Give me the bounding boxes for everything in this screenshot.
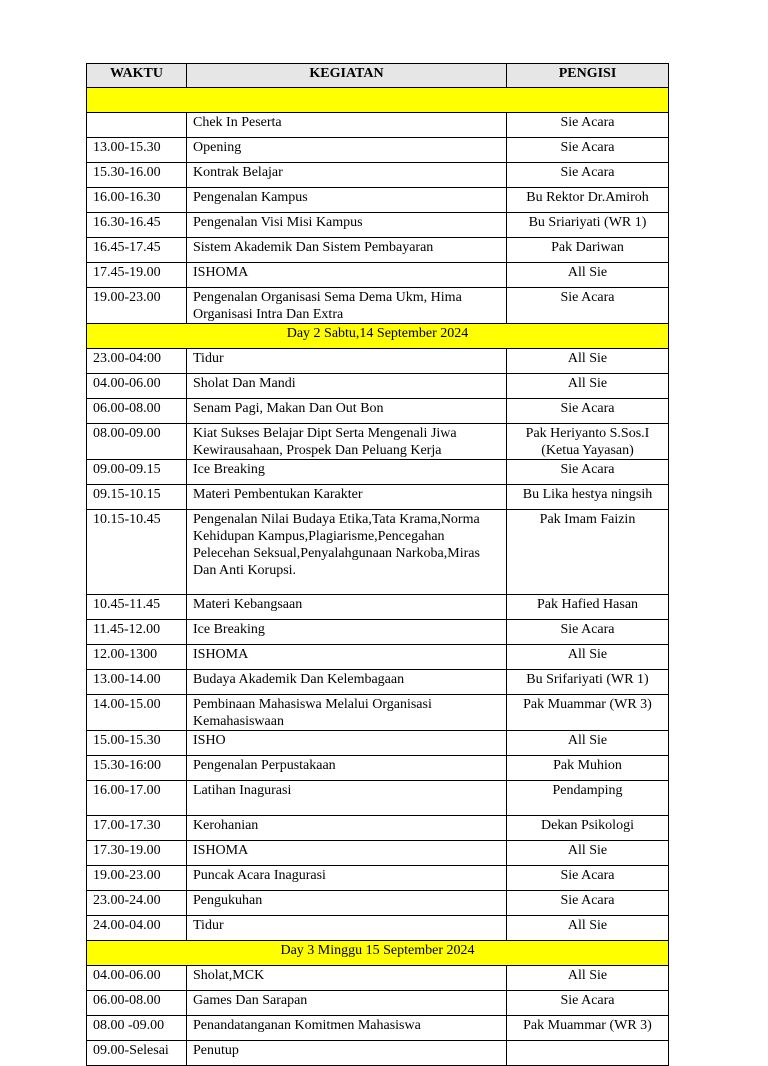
table-row bbox=[87, 349, 669, 374]
time-cell: 23.00-24.00 bbox=[87, 891, 187, 916]
speaker-cell: All Sie bbox=[507, 966, 669, 991]
speaker-cell: All Sie bbox=[507, 731, 669, 756]
column-header-pengisi: PENGISI bbox=[507, 64, 669, 88]
table-row bbox=[87, 695, 669, 731]
activity-cell: Pengenalan Kampus bbox=[187, 188, 507, 213]
activity-cell: Latihan Inagurasi bbox=[187, 781, 507, 816]
time-cell: 16.00-17.00 bbox=[87, 781, 187, 816]
table-row bbox=[87, 595, 669, 620]
column-header-waktu: WAKTU bbox=[87, 64, 187, 88]
table-row bbox=[87, 781, 669, 816]
speaker-cell: Bu Sriariyati (WR 1) bbox=[507, 213, 669, 238]
activity-cell: Materi Pembentukan Karakter bbox=[187, 485, 507, 510]
table-row bbox=[87, 891, 669, 916]
speaker-cell: Pak Muammar (WR 3) bbox=[507, 695, 669, 731]
speaker-cell: Pak Heriyanto S.Sos.I (Ketua Yayasan) bbox=[507, 424, 669, 460]
table-row bbox=[87, 485, 669, 510]
time-cell: 10.45-11.45 bbox=[87, 595, 187, 620]
activity-cell: ISHOMA bbox=[187, 645, 507, 670]
time-cell: 17.00-17.30 bbox=[87, 816, 187, 841]
table-row bbox=[87, 866, 669, 891]
table-row bbox=[87, 645, 669, 670]
table-row bbox=[87, 670, 669, 695]
speaker-cell: Bu Srifariyati (WR 1) bbox=[507, 670, 669, 695]
speaker-cell bbox=[507, 1041, 669, 1066]
table-row bbox=[87, 966, 669, 991]
table-row bbox=[87, 138, 669, 163]
table-row bbox=[87, 841, 669, 866]
speaker-cell: Sie Acara bbox=[507, 460, 669, 485]
time-cell: 09.00-Selesai bbox=[87, 1041, 187, 1066]
table-row bbox=[87, 113, 669, 138]
time-cell: 24.00-04.00 bbox=[87, 916, 187, 941]
speaker-cell: Sie Acara bbox=[507, 399, 669, 424]
time-cell: 19.00-23.00 bbox=[87, 866, 187, 891]
table-row bbox=[87, 991, 669, 1016]
time-cell: 15.00-15.30 bbox=[87, 731, 187, 756]
activity-cell: Pengenalan Nilai Budaya Etika,Tata Krama,Norma Kehidupan Kampus,Plagiarisme,Pencegahan Pelecehan Seksual,Penyalahgunaan Narkoba,Miras Dan Anti Korupsi. bbox=[187, 510, 507, 595]
activity-cell: Puncak Acara Inagurasi bbox=[187, 866, 507, 891]
table-row bbox=[87, 756, 669, 781]
speaker-cell: Dekan Psikologi bbox=[507, 816, 669, 841]
speaker-cell: All Sie bbox=[507, 263, 669, 288]
activity-cell: Budaya Akademik Dan Kelembagaan bbox=[187, 670, 507, 695]
time-cell: 17.30-19.00 bbox=[87, 841, 187, 866]
speaker-cell: Pak Imam Faizin bbox=[507, 510, 669, 595]
table-row bbox=[87, 424, 669, 460]
time-cell: 09.15-10.15 bbox=[87, 485, 187, 510]
time-cell bbox=[87, 113, 187, 138]
table-row bbox=[87, 620, 669, 645]
activity-cell: Tidur bbox=[187, 349, 507, 374]
activity-cell: Pengenalan Organisasi Sema Dema Ukm, Hima Organisasi Intra Dan Extra bbox=[187, 288, 507, 324]
table-row bbox=[87, 399, 669, 424]
section-title: Day 2 Sabtu,14 September 2024 bbox=[87, 324, 669, 349]
time-cell: 19.00-23.00 bbox=[87, 288, 187, 324]
activity-cell: Tidur bbox=[187, 916, 507, 941]
table-row bbox=[87, 916, 669, 941]
schedule-table bbox=[86, 63, 669, 1066]
time-cell: 16.45-17.45 bbox=[87, 238, 187, 263]
speaker-cell: Sie Acara bbox=[507, 113, 669, 138]
time-cell: 15.30-16.00 bbox=[87, 163, 187, 188]
speaker-cell: Pak Muhion bbox=[507, 756, 669, 781]
speaker-cell: All Sie bbox=[507, 645, 669, 670]
activity-cell: Sholat Dan Mandi bbox=[187, 374, 507, 399]
time-cell: 23.00-04:00 bbox=[87, 349, 187, 374]
speaker-cell: Sie Acara bbox=[507, 163, 669, 188]
activity-cell: Sholat,MCK bbox=[187, 966, 507, 991]
speaker-cell: All Sie bbox=[507, 374, 669, 399]
table-row bbox=[87, 510, 669, 595]
activity-cell: Opening bbox=[187, 138, 507, 163]
table-row bbox=[87, 288, 669, 324]
activity-cell: Pengenalan Perpustakaan bbox=[187, 756, 507, 781]
activity-cell: Pembinaan Mahasiswa Melalui Organisasi Kemahasiswaan bbox=[187, 695, 507, 731]
time-cell: 14.00-15.00 bbox=[87, 695, 187, 731]
activity-cell: Pengenalan Visi Misi Kampus bbox=[187, 213, 507, 238]
table-row bbox=[87, 731, 669, 756]
table-row bbox=[87, 188, 669, 213]
speaker-cell: Sie Acara bbox=[507, 288, 669, 324]
table-row bbox=[87, 460, 669, 485]
time-cell: 09.00-09.15 bbox=[87, 460, 187, 485]
time-cell: 17.45-19.00 bbox=[87, 263, 187, 288]
time-cell: 15.30-16:00 bbox=[87, 756, 187, 781]
speaker-cell: Bu Lika hestya ningsih bbox=[507, 485, 669, 510]
speaker-cell: All Sie bbox=[507, 841, 669, 866]
speaker-cell: Sie Acara bbox=[507, 866, 669, 891]
speaker-cell: Pak Muammar (WR 3) bbox=[507, 1016, 669, 1041]
time-cell: 04.00-06.00 bbox=[87, 966, 187, 991]
time-cell: 10.15-10.45 bbox=[87, 510, 187, 595]
table-row bbox=[87, 238, 669, 263]
table-row bbox=[87, 1016, 669, 1041]
table-row bbox=[87, 1041, 669, 1066]
activity-cell: Kiat Sukses Belajar Dipt Serta Mengenali Jiwa Kewirausahaan, Prospek Dan Peluang Kerja bbox=[187, 424, 507, 460]
time-cell: 08.00 -09.00 bbox=[87, 1016, 187, 1041]
section-title-row bbox=[87, 324, 669, 349]
activity-cell: Games Dan Sarapan bbox=[187, 991, 507, 1016]
activity-cell: Kontrak Belajar bbox=[187, 163, 507, 188]
section-title-row bbox=[87, 88, 669, 113]
time-cell: 16.30-16.45 bbox=[87, 213, 187, 238]
section-title bbox=[87, 88, 669, 113]
activity-cell: Chek In Peserta bbox=[187, 113, 507, 138]
table-row bbox=[87, 163, 669, 188]
column-header-kegiatan: KEGIATAN bbox=[187, 64, 507, 88]
speaker-cell: All Sie bbox=[507, 349, 669, 374]
speaker-cell: Sie Acara bbox=[507, 891, 669, 916]
activity-cell: Penutup bbox=[187, 1041, 507, 1066]
activity-cell: Ice Breaking bbox=[187, 620, 507, 645]
activity-cell: Materi Kebangsaan bbox=[187, 595, 507, 620]
speaker-cell: Sie Acara bbox=[507, 620, 669, 645]
time-cell: 06.00-08.00 bbox=[87, 399, 187, 424]
speaker-cell: Pak Dariwan bbox=[507, 238, 669, 263]
section-title-row bbox=[87, 941, 669, 966]
speaker-cell: Bu Rektor Dr.Amiroh bbox=[507, 188, 669, 213]
table-row bbox=[87, 213, 669, 238]
activity-cell: Pengukuhan bbox=[187, 891, 507, 916]
activity-cell: Senam Pagi, Makan Dan Out Bon bbox=[187, 399, 507, 424]
speaker-cell: Pendamping bbox=[507, 781, 669, 816]
speaker-cell: Sie Acara bbox=[507, 138, 669, 163]
table-row bbox=[87, 374, 669, 399]
table-row bbox=[87, 263, 669, 288]
activity-cell: ISHOMA bbox=[187, 263, 507, 288]
table-row bbox=[87, 816, 669, 841]
activity-cell: ISHO bbox=[187, 731, 507, 756]
time-cell: 13.00-15.30 bbox=[87, 138, 187, 163]
activity-cell: Penandatanganan Komitmen Mahasiswa bbox=[187, 1016, 507, 1041]
header-row bbox=[87, 64, 669, 88]
time-cell: 06.00-08.00 bbox=[87, 991, 187, 1016]
time-cell: 08.00-09.00 bbox=[87, 424, 187, 460]
time-cell: 13.00-14.00 bbox=[87, 670, 187, 695]
speaker-cell: All Sie bbox=[507, 916, 669, 941]
schedule-body bbox=[87, 88, 669, 1066]
speaker-cell: Pak Hafied Hasan bbox=[507, 595, 669, 620]
activity-cell: Sistem Akademik Dan Sistem Pembayaran bbox=[187, 238, 507, 263]
activity-cell: Kerohanian bbox=[187, 816, 507, 841]
time-cell: 16.00-16.30 bbox=[87, 188, 187, 213]
activity-cell: Ice Breaking bbox=[187, 460, 507, 485]
time-cell: 12.00-1300 bbox=[87, 645, 187, 670]
section-title: Day 3 Minggu 15 September 2024 bbox=[87, 941, 669, 966]
activity-cell: ISHOMA bbox=[187, 841, 507, 866]
time-cell: 04.00-06.00 bbox=[87, 374, 187, 399]
time-cell: 11.45-12.00 bbox=[87, 620, 187, 645]
speaker-cell: Sie Acara bbox=[507, 991, 669, 1016]
